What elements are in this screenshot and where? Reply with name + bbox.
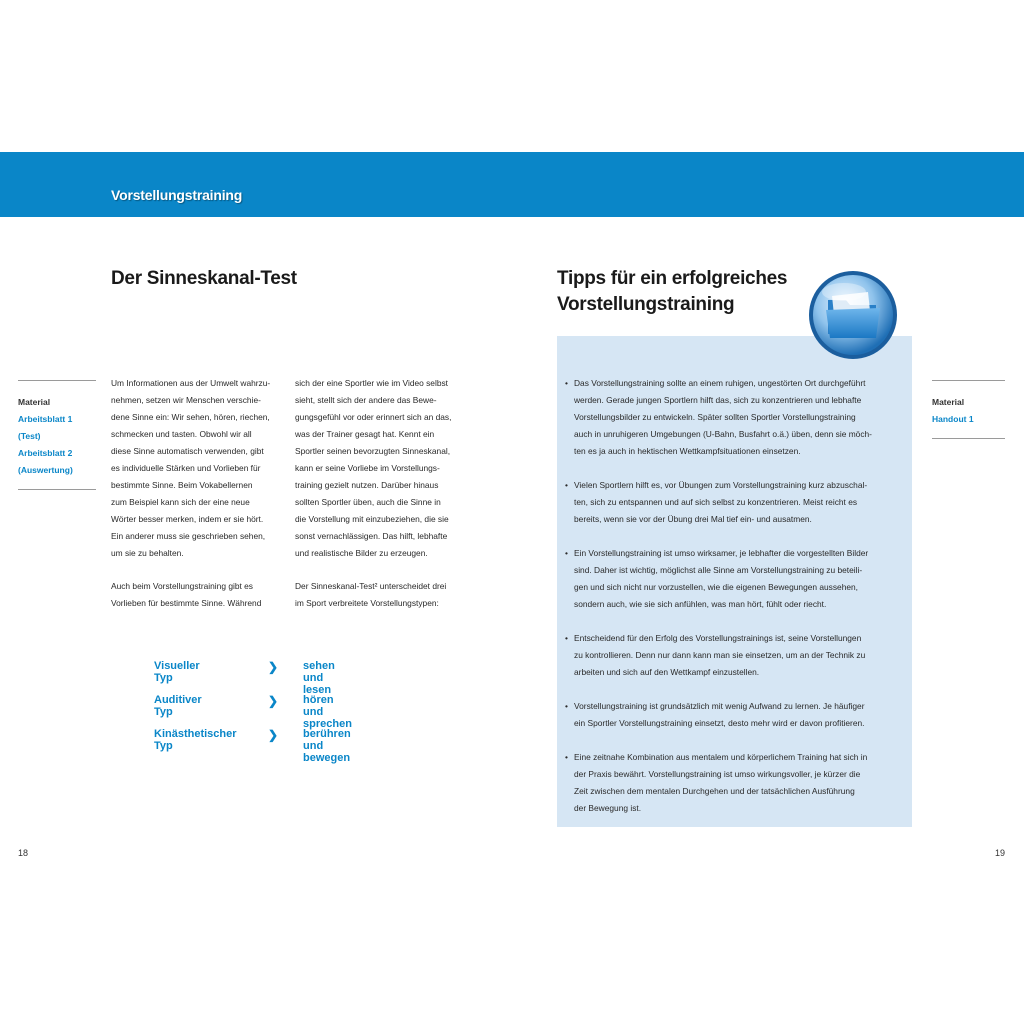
text-line: Zeit zwischen dem mentalen Durchgehen und der tatsächlichen Ausführung [574,786,855,796]
text-line: training gezielt nutzen. Darüber hinaus [295,480,439,490]
tip-item [565,545,905,613]
material-link-handout-1[interactable]: Handout 1 [932,414,974,424]
text-line: der Bewegung ist. [574,803,642,813]
paragraph [111,375,283,562]
paragraph [295,375,467,562]
material-label: Material [18,397,51,407]
bullet: • [565,633,568,643]
text-line: Das Vorstellungstraining sollte an einem ruhigen, ungestörten Ort durchgeführt [574,378,866,388]
text-line: zum Beispiel kann sich der eine neue [111,497,250,507]
left-column-1 [111,375,283,628]
text-line: Ein anderer muss sie geschrieben sehen, [111,531,266,541]
right-page-heading [557,266,787,318]
text-line: sollten Sportler üben, auch die Sinne in [295,497,441,507]
type-name: Kinästhetischer Typ [154,728,237,752]
paragraph [295,578,467,612]
text-line: ten es ja auch in hektischen Wettkampfsituationen einsetzen. [574,446,801,456]
text-line: sieht, stellt sich der andere das Bewe- [295,395,437,405]
text-line: dene Sinne ein: Wir sehen, hören, riechen, [111,412,270,422]
text-line: Auch beim Vorstellungstraining gibt es [111,581,253,591]
text-line: diese Sinne automatisch verwenden, gibt [111,446,264,456]
text-line: nehmen, setzen wir Menschen verschie- [111,395,261,405]
paragraph [111,578,283,612]
type-description: hören und sprechen [303,694,352,730]
type-description: berühren und bewegen [303,728,351,764]
bullet: • [565,701,568,711]
text-line: Wörter besser merken, indem er sie hört. [111,514,264,524]
text-line: es individuelle Stärken und Vorlieben für [111,463,261,473]
header-banner [0,152,1024,217]
text-line: Entscheidend für den Erfolg des Vorstellungstrainings ist, seine Vorstellungen [574,633,862,643]
text-line: Ein Vorstellungstraining ist umso wirksamer, je lebhafter die vorgestellten Bilder [574,548,869,558]
text-line: Um Informationen aus der Umwelt wahrzu- [111,378,271,388]
section-title: Vorstellungstraining [111,187,243,203]
bullet: • [565,378,568,388]
chevron-right-icon: ❯ [268,728,279,742]
right-material-box [932,380,1005,439]
tips-list [565,375,905,834]
material-top-rule [18,380,96,381]
text-line: arbeiten und sich auf den Wettkampf einzustellen. [574,667,760,677]
text-line: der Praxis bewährt. Vorstellungstraining ist umso wirkungsvoller, je kürzer die [574,769,861,779]
text-line: Sportler seinen bevorzugten Sinneskanal, [295,446,451,456]
text-line: Vorstellungstraining ist grundsätzlich mit wenig Aufwand zu lernen. Je häufiger [574,701,865,711]
text-line: Vielen Sportlern hilft es, vor Übungen zum Vorstellungstraining kurz abzuschal- [574,480,868,490]
tip-item [565,375,905,460]
text-line: werden. Gerade jungen Sportlern hilft das, sich zu konzentrieren und lebhafte [574,395,862,405]
page-number-right: 19 [995,848,1006,858]
material-link-arbeitsblatt-1[interactable]: Arbeitsblatt 1 [18,414,73,424]
material-top-rule [932,380,1005,381]
tip-item [565,749,905,817]
tip-item [565,698,905,732]
page-number-left: 18 [18,848,29,858]
material-link-auswertung[interactable]: (Auswertung) [18,465,73,475]
text-line: Vorlieben für bestimmte Sinne. Während [111,598,262,608]
text-line: sich der eine Sportler wie im Video selbst [295,378,448,388]
type-description: sehen und lesen [303,660,335,696]
material-link-test[interactable]: (Test) [18,431,41,441]
text-line: ein Sportler Vorstellungstraining einsetzt, desto mehr wird er davon profitieren. [574,718,865,728]
text-line: ten, sich zu entspannen und auf sich selbst zu konzentrieren. Meist reicht es [574,497,858,507]
text-line: auch in unruhigeren Umgebungen (U-Bahn, Busfahrt o.ä.) üben, denn sie möch- [574,429,872,439]
tip-item [565,477,905,528]
text-line: Eine zeitnahe Kombination aus mentalem und körperlichem Training hat sich in [574,752,868,762]
text-line: um sie zu behalten. [111,548,184,558]
text-line: bereits, wenn sie vor der Übung drei Mal tief ein- und ausatmen. [574,514,812,524]
bullet: • [565,480,568,490]
text-line: sonst vernachlässigen. Das hilft, lebhafte [295,531,448,541]
text-line: die Vorstellung mit einzubeziehen, die sie [295,514,449,524]
heading-line: Vorstellungstraining [557,294,735,315]
text-line: kann er seine Vorliebe im Vorstellungs- [295,463,440,473]
bullet: • [565,548,568,558]
chevron-right-icon: ❯ [268,660,279,674]
text-line: was der Trainer gesagt hat. Kennt ein [295,429,435,439]
type-name: Auditiver Typ [154,694,202,718]
material-link-arbeitsblatt-2[interactable]: Arbeitsblatt 2 [18,448,73,458]
tip-item [565,630,905,681]
bullet: • [565,752,568,762]
text-line: sind. Daher ist wichtig, möglichst alle Sinne am Vorstellungstraining zu beteili- [574,565,863,575]
text-line: gen und sich nicht nur vorzustellen, wie die eigenen Bewegungen aussehen, [574,582,859,592]
text-line: im Sport verbreitete Vorstellungstypen: [295,598,439,608]
text-line: schmecken und tasten. Obwohl wir all [111,429,252,439]
text-line: sondern auch, wie sie sich anfühlen, was man hört, fühlt oder riecht. [574,599,827,609]
material-label: Material [932,397,965,407]
text-line: bestimmte Sinne. Beim Vokabellernen [111,480,253,490]
folder-icon [806,268,900,362]
text-line: und realistische Bilder zu erzeugen. [295,548,428,558]
left-material-box [18,380,96,490]
text-line: Vorstellungsbilder zu entwickeln. Später sollten Sportler Vorstellungstraining [574,412,856,422]
left-page-heading: Der Sinneskanal-Test [111,268,297,289]
chevron-right-icon: ❯ [268,694,279,708]
material-bottom-rule [932,438,1005,439]
text-line: gungsgefühl vor oder erinnert sich an das, [295,412,452,422]
text-line: zu kontrollieren. Denn nur dann kann man sie einsetzen, um an der Technik zu [574,650,866,660]
left-column-2 [295,375,467,628]
heading-line: Tipps für ein erfolgreiches [557,268,788,289]
text-line: Der Sinneskanal-Test² unterscheidet drei [295,581,447,591]
type-name: Visueller Typ [154,660,200,684]
material-bottom-rule [18,489,96,490]
